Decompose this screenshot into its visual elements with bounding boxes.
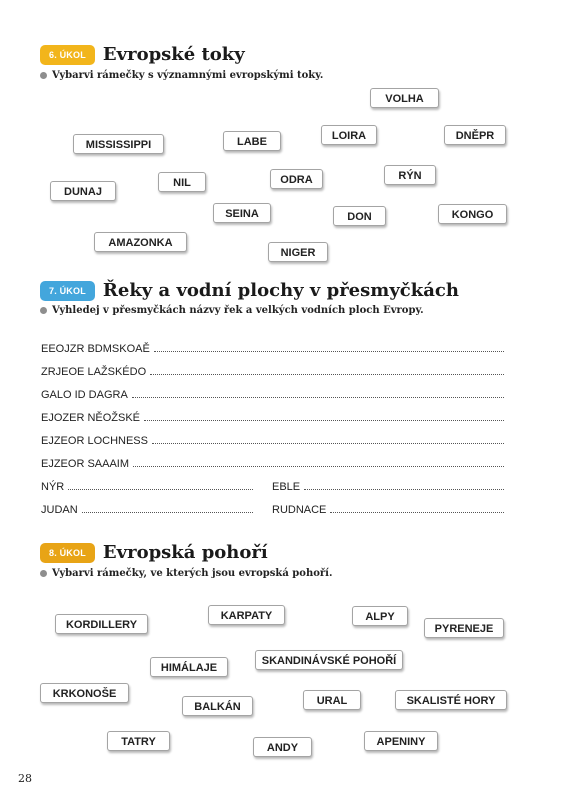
- river-box-mississippi[interactable]: MISSISSIPPI: [73, 134, 164, 154]
- task6-header: [40, 44, 245, 65]
- anagram-text: EJZEOR SAAAIM: [41, 458, 130, 470]
- anagram-line[interactable]: [272, 481, 504, 493]
- mountain-box-apeniny[interactable]: APENINY: [364, 731, 438, 751]
- anagram-line[interactable]: [41, 435, 504, 447]
- anagram-text: NÝR: [41, 481, 65, 493]
- mountain-box-himalaje[interactable]: HIMÁLAJE: [150, 657, 228, 677]
- river-box-kongo[interactable]: KONGO: [438, 204, 507, 224]
- task8-title: Evropská pohoří: [102, 542, 268, 563]
- mountain-box-andy[interactable]: ANDY: [253, 737, 312, 757]
- river-box-seina[interactable]: SEINA: [213, 203, 271, 223]
- river-box-labe[interactable]: LABE: [223, 131, 281, 151]
- anagram-line[interactable]: [272, 504, 504, 516]
- mountain-box-pyreneje[interactable]: PYRENEJE: [424, 618, 504, 638]
- anagram-line[interactable]: [41, 343, 504, 355]
- task7-title: Řeky a vodní plochy v přesmyčkách: [102, 280, 459, 301]
- anagram-text: GALO ID DAGRA: [41, 389, 128, 401]
- river-box-odra[interactable]: ODRA: [270, 169, 323, 189]
- river-box-volha[interactable]: VOLHA: [370, 88, 439, 108]
- anagram-text: RUDNACE: [272, 504, 327, 516]
- answer-line[interactable]: [132, 389, 504, 398]
- river-box-niger[interactable]: NIGER: [268, 242, 328, 262]
- answer-line[interactable]: [150, 366, 504, 375]
- river-box-amazonka[interactable]: AMAZONKA: [94, 232, 187, 252]
- answer-line[interactable]: [144, 412, 504, 421]
- anagram-line[interactable]: [41, 504, 253, 516]
- task7-instruction-text: Vyhledej v přesmyčkách názvy řek a velkých vodních ploch Evropy.: [52, 305, 424, 316]
- anagram-line[interactable]: [41, 366, 504, 378]
- anagram-text: EBLE: [272, 481, 301, 493]
- task6-badge: 6. ÚKOL: [40, 45, 95, 65]
- anagram-text: JUDAN: [41, 504, 78, 516]
- mountain-box-balkan[interactable]: BALKÁN: [182, 696, 253, 716]
- bullet-icon: [40, 570, 47, 577]
- answer-line[interactable]: [154, 343, 504, 352]
- river-box-dunaj[interactable]: DUNAJ: [50, 181, 116, 201]
- anagram-text: ZRJEOE LAŽSKÉDO: [41, 366, 147, 378]
- page-number: 28: [18, 772, 32, 785]
- river-box-loira[interactable]: LOIRA: [321, 125, 377, 145]
- mountain-box-alpy[interactable]: ALPY: [352, 606, 408, 626]
- answer-line[interactable]: [152, 435, 504, 444]
- anagram-line[interactable]: [41, 481, 253, 493]
- answer-line[interactable]: [133, 458, 504, 467]
- bullet-icon: [40, 72, 47, 79]
- task6-title: Evropské toky: [102, 44, 245, 65]
- mountain-box-kordillery[interactable]: KORDILLERY: [55, 614, 148, 634]
- task8-instruction: [40, 568, 332, 579]
- mountain-box-skaliste-hory[interactable]: SKALISTÉ HORY: [395, 690, 507, 710]
- task7-badge: 7. ÚKOL: [40, 281, 95, 301]
- mountain-box-karpaty[interactable]: KARPATY: [208, 605, 285, 625]
- mountain-box-tatry[interactable]: TATRY: [107, 731, 170, 751]
- task7-header: [40, 280, 459, 301]
- river-box-nil[interactable]: NIL: [158, 172, 206, 192]
- anagram-line[interactable]: [41, 412, 504, 424]
- anagram-line[interactable]: [41, 458, 504, 470]
- answer-line[interactable]: [82, 504, 253, 513]
- answer-line[interactable]: [330, 504, 504, 513]
- task6-instruction: [40, 70, 323, 81]
- answer-line[interactable]: [304, 481, 504, 490]
- anagram-text: EJZEOR LOCHNESS: [41, 435, 148, 447]
- answer-line[interactable]: [68, 481, 253, 490]
- task7-instruction: [40, 305, 424, 316]
- task8-badge: 8. ÚKOL: [40, 543, 95, 563]
- bullet-icon: [40, 307, 47, 314]
- anagram-text: EEOJZR BDMSKOAĚ: [41, 343, 150, 355]
- task8-header: [40, 542, 268, 563]
- river-box-don[interactable]: DON: [333, 206, 386, 226]
- task6-instruction-text: Vybarvi rámečky s významnými evropskými toky.: [52, 70, 324, 81]
- mountain-box-skandinavske-pohori[interactable]: SKANDINÁVSKÉ POHOŘÍ: [255, 650, 403, 670]
- river-box-dnepr[interactable]: DNĚPR: [444, 125, 506, 145]
- anagram-text: EJOZER NĚOŽSKÉ: [41, 412, 141, 424]
- river-box-ryn[interactable]: RÝN: [384, 165, 436, 185]
- mountain-box-krkonose[interactable]: KRKONOŠE: [40, 683, 129, 703]
- task8-instruction-text: Vybarvi rámečky, ve kterých jsou evropská pohoří.: [52, 568, 333, 579]
- mountain-box-ural[interactable]: URAL: [303, 690, 361, 710]
- anagram-line[interactable]: [41, 389, 504, 401]
